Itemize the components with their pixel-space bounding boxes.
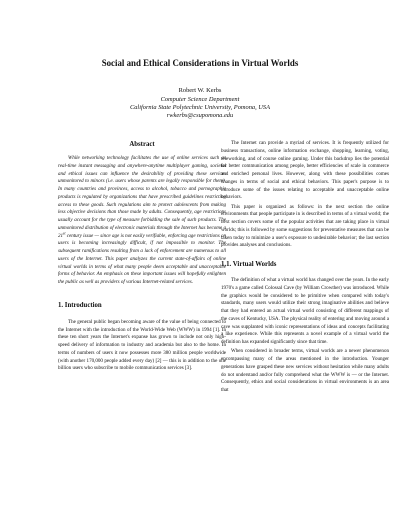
introduction-paragraph-2: The Internet can provide a myriad of services. It is frequently utilized for business transactions, online information exchange, shopping, learning, voting, teleworking, and of course online gaming. Under this backdrop lies the potential for better communication among people, better efficiencies of scale in commerce and enriched personal lives. However, along with these possibilities comes changes in terms of social and ethical behaviors. This paper's purpose is to introduce some of the issues relating to acceptable and unacceptable online behaviors. (221, 140, 389, 201)
author-email: rwkerbs@csupomona.edu (166, 112, 234, 119)
author-department: Computer Science Department (160, 96, 240, 103)
paper-title: Social and Ethical Considerations in Virtual Worlds (101, 58, 299, 68)
left-column (58, 140, 226, 373)
virtual-worlds-paragraph-2: When considered in broader terms, virtual worlds are a newer phenomenon encompassing many of the areas mentioned in the introduction. Younger generations have grasped these new services without hesitation while many adults do not understand and/or fully comprehend what the WWW is — or the Internet. Consequently, ethics and social considerations in virtual environments is an area that (221, 348, 389, 393)
abstract-paragraph (58, 155, 226, 287)
author-name: Robert W. Kerbs (178, 87, 222, 94)
abstract-heading: Abstract (129, 141, 155, 148)
introduction-heading: 1. Introduction (58, 301, 102, 309)
abstract-body (58, 155, 226, 287)
abstract-text-part-2: century issue — since age is not easily verifiable, enforcing age restrictions on users is becoming increasingly difficult, if not impossible to monitor. The subsequent ramifications resulting from a lack of enforcement are numerous to all users of the Internet. This paper analyzes the current state-of-affairs of online virtual worlds in terms of what many people deem acceptable and unacceptable forms of behavior. An emphasis on these important issues will hopefully enlighten the public as well as providers of various Internet-related services. (58, 232, 226, 285)
author-university: California State Polytechnic University, Pomona, USA (129, 104, 271, 111)
introduction-paragraph-3: This paper is organized as follows: in the next section the online environments that people participate in is described in terms of a virtual world; the next section covers some of the popular activities that are taking place in virtual worlds; this is followed by some suggestions for preventative measures that can be taken today to minimize a user's exposure to undesirable behavior; the last section provides analyses and conclusions. (221, 203, 389, 249)
ordinal-suffix: st (63, 230, 66, 235)
abstract-text-part-1: While networking technology facilitates the use of online services such as real-time instant messaging and anywhere-anytime multiplayer gaming, societal and ethical issues can influence the desirability of providing these services unmonitored to minors (i.e. users whose parents are legally responsible for them). In many countries and provinces, access to alcohol, tobacco and pornographic products is regulated by organizations that have prescribed guidelines restricting access to these goods. Such regulations aim to protect adolescents from making less objective decisions than those made by adults. Consequently, age restrictions usually account for the type of measure forbidding the sale of such products. The unmonitored distribution of electronic materials through the Internet has become a 21 (58, 155, 226, 239)
introduction-paragraph-1: The general public began becoming aware of the value of being connected to the Internet with the introduction of the World-Wide Web (WWW) in 1994 [1]. In these ten short years the Internet's expanse has grown to include not only high-speed delivery of information to industry and academia but also to the home. In terms of numbers of users it now possesses more 380 million people worldwide (with another 170,000 people added every day) [2] — this is in addition to the one billion users who subscribe to mobile communication services [3]. (58, 318, 226, 372)
virtual-worlds-paragraph-1: The definition of what a virtual world has changed over the years. In the early 1970's a game called Colossal Cave (by William Crowther) was introduced. While the graphics would be considered to be primitive when compared with today's standards, many users would utilize their strong imaginative abilities and believe that they had entered an actual virtual world consisting of different mappings of the caves of Kentucky, USA. The physical reality of entering and moving around a cave was supplanted with iconic representations of ideas and concepts facilitating a like experience. While this represents a novel example of a virtual world the definition has expanded significantly since that time. (221, 277, 389, 345)
virtual-worlds-heading: 1.1. Virtual Worlds (221, 261, 277, 268)
right-column (221, 140, 389, 395)
